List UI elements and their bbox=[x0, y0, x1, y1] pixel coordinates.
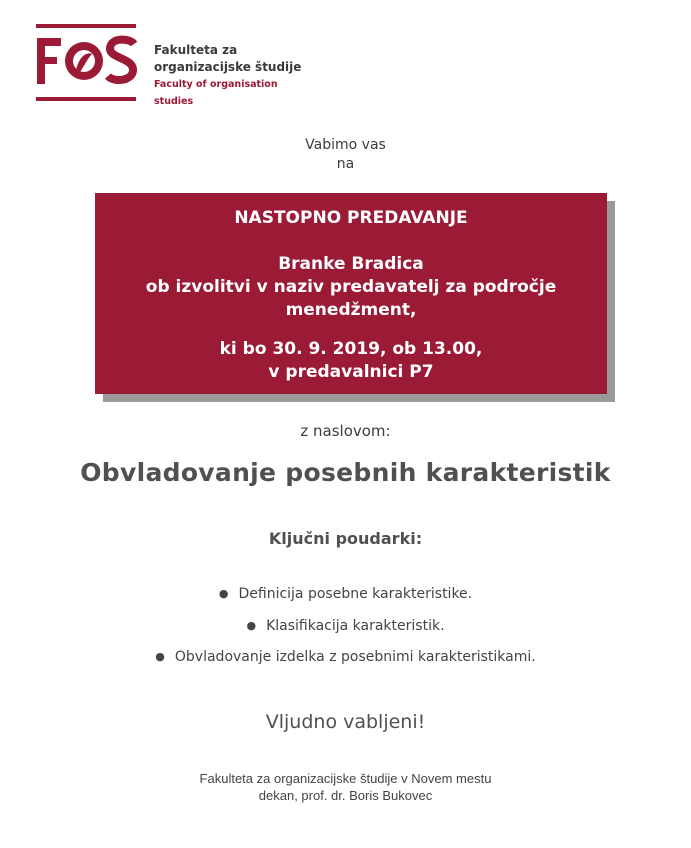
speaker-name: Branke Bradica bbox=[278, 254, 424, 274]
event-speaker bbox=[95, 253, 607, 322]
key-point-item bbox=[0, 586, 691, 602]
bullet-icon: ● bbox=[155, 650, 165, 663]
purpose-line-1: ob izvolitvi v naziv predavatelj za področje bbox=[145, 277, 557, 297]
key-points-heading: Ključni poudarki: bbox=[268, 529, 423, 548]
event-date: ki bo 30. 9. 2019, ob 13.00, bbox=[219, 339, 483, 359]
key-point-text: Definicija posebne karakteristike. bbox=[238, 586, 473, 602]
event-banner bbox=[95, 193, 607, 394]
key-point-item bbox=[0, 618, 691, 634]
footer-line-1: Fakulteta za organizacijske študije v Novem mestu bbox=[199, 771, 492, 786]
lecture-title: Obvladovanje posebnih karakteristik bbox=[80, 458, 611, 487]
footer-signature bbox=[0, 770, 691, 804]
footer-line-2: dekan, prof. dr. Boris Bukovec bbox=[258, 788, 433, 803]
invite-line-1: Vabimo vas bbox=[305, 137, 386, 153]
logo-line-2: organizacijske študije bbox=[154, 60, 302, 74]
bullet-icon: ● bbox=[218, 587, 229, 600]
logo-line-3: Faculty of organisation studies bbox=[154, 79, 278, 107]
logo-line-1: Fakulteta za bbox=[154, 43, 238, 57]
event-title: NASTOPNO PREDAVANJE bbox=[234, 208, 468, 228]
bullet-icon: ● bbox=[246, 619, 257, 632]
purpose-line-2: menedžment, bbox=[285, 300, 417, 320]
invite-text bbox=[0, 136, 691, 174]
key-point-text: Obvladovanje izdelka z posebnimi karakteristikami. bbox=[174, 649, 536, 665]
invite-line-2: na bbox=[336, 156, 355, 172]
key-point-item bbox=[0, 649, 691, 665]
closing-text: Vljudno vabljeni! bbox=[265, 711, 426, 733]
fos-logo-mark bbox=[36, 24, 146, 104]
title-label: z naslovom: bbox=[300, 422, 391, 440]
event-location: v predavalnici P7 bbox=[268, 362, 434, 382]
event-when-where bbox=[95, 338, 607, 384]
logo-text bbox=[154, 42, 308, 110]
fos-logo bbox=[36, 24, 308, 107]
key-point-text: Klasifikacija karakteristik. bbox=[266, 618, 445, 634]
